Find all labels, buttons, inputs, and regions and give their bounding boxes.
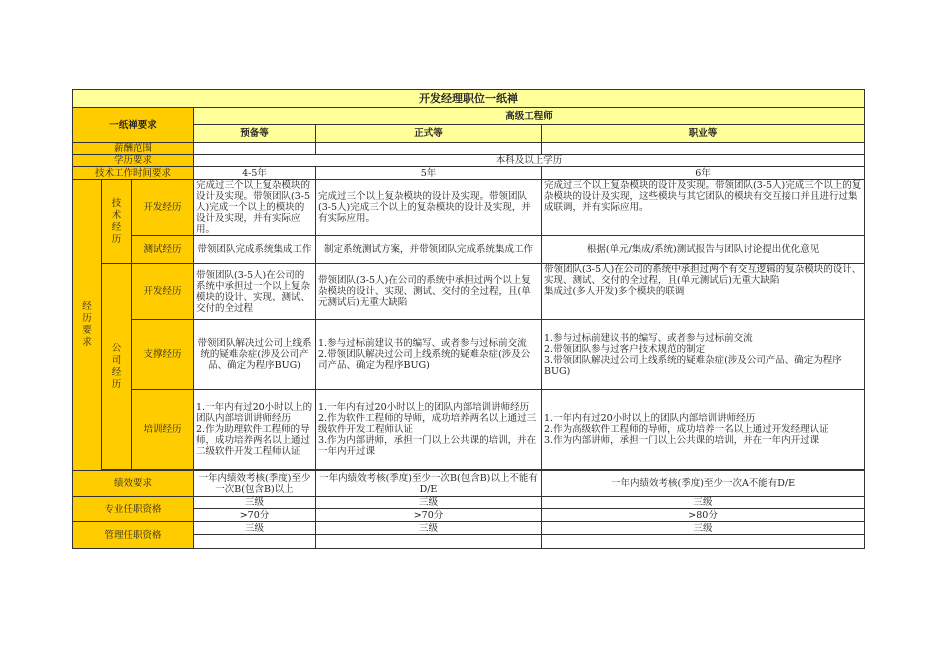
company-support-label: 支撑经历 xyxy=(132,320,194,390)
tech-test-prep: 带领团队完成系统集成工作 xyxy=(194,236,316,264)
experience-label xyxy=(73,180,102,471)
company-training-professional: 1.一年内有过20小时以上的团队内部培训讲师经历 2.作为高级软件工程师的导师，成功培养一名以上通过开发经理认证 3.作为内部讲师，承担一门以上公共课的培训，并在一年内开过课 xyxy=(542,390,865,470)
management-prep: 三级 xyxy=(194,522,316,535)
salary-professional xyxy=(542,143,865,155)
education-label: 学历要求 xyxy=(73,155,194,167)
management-label: 管理任职资格 xyxy=(73,522,194,549)
education-value: 本科及以上学历 xyxy=(194,155,865,167)
company-training-prep: 1.一年内有过20小时以上的团队内部培训讲师经历 2.作为助理软件工程师的导师，成功培养两名以上通过二级软件开发工程师认证 xyxy=(194,390,316,470)
tech-test-label: 测试经历 xyxy=(132,236,194,264)
management-professional: 三级 xyxy=(542,522,865,535)
tech-test-formal: 制定系统测试方案，并带领团队完成系统集成工作 xyxy=(316,236,542,264)
company-exp-label xyxy=(102,264,132,470)
salary-formal xyxy=(316,143,542,155)
tech-exp-label-text: 技术经历 xyxy=(111,197,122,245)
company-dev-prep: 带领团队(3-5人)在公司的系统中承担过一个以上复杂模块的设计、实现、测试、交付的全过程 xyxy=(194,264,316,320)
professional-score-formal: >70分 xyxy=(316,509,542,522)
tech-dev-label: 开发经历 xyxy=(132,180,194,236)
professional-prep: 三级 xyxy=(194,497,316,509)
experience-label-text: 经历要求 xyxy=(82,301,92,348)
management-formal: 三级 xyxy=(316,522,542,535)
work-time-prep: 4-5年 xyxy=(194,167,316,180)
performance-prep: 一年内绩效考核(季度)至少一次B(包含B)以上 xyxy=(194,471,316,497)
work-time-label: 技术工作时间要求 xyxy=(73,167,194,180)
company-exp-label-text: 公司经历 xyxy=(111,342,122,390)
tech-dev-formal: 完成过三个以上复杂模块的设计及实现。带领团队(3-5人)完成三个以上的复杂模块的设计及实现，并有实际应用。 xyxy=(316,180,542,236)
performance-professional: 一年内绩效考核(季度)至少一次A不能有D/E xyxy=(542,471,865,497)
performance-formal: 一年内绩效考核(季度)至少一次B(包含B)以上不能有D/E xyxy=(316,471,542,497)
level-label: 高级工程师 xyxy=(194,108,865,125)
company-dev-label: 开发经历 xyxy=(132,264,194,320)
company-support-prep: 带领团队解决过公司上线系统的疑难杂症(涉及公司产品、确定为程序BUG) xyxy=(194,320,316,390)
page-title: 开发经理职位一纸禅 xyxy=(73,90,865,108)
work-time-formal: 5年 xyxy=(316,167,542,180)
work-time-professional: 6年 xyxy=(542,167,865,180)
professional-formal: 三级 xyxy=(316,497,542,509)
tech-exp-label xyxy=(102,180,132,264)
grade-professional: 职业等 xyxy=(542,125,865,143)
tech-dev-professional: 完成过三个以上复杂模块的设计及实现。带领团队(3-5人)完成三个以上的复杂模块的设计及实现，这些模块与其它团队的模块有交互接口并且进行过集成联调，并有实际应用。 xyxy=(542,180,865,236)
salary-label: 薪酬范围 xyxy=(73,143,194,155)
req-label: 一纸禅要求 xyxy=(73,108,194,143)
management-extra-formal xyxy=(316,535,542,549)
company-training-label: 培训经历 xyxy=(132,390,194,470)
requirements-table xyxy=(72,89,865,549)
company-training-formal: 1.一年内有过20小时以上的团队内部培训讲师经历 2.作为软件工程师的导师，成功培养两名以上通过三级软件开发工程师认证 3.作为内部讲师，承担一门以上公共课的培训，并在一年内开过课 xyxy=(316,390,542,470)
company-dev-formal: 带领团队(3-5人)在公司的系统中承担过两个以上复杂模块的设计、实现、测试、交付的全过程，且(单元测试后)无重大缺陷 xyxy=(316,264,542,320)
tech-dev-prep: 完成过三个以上复杂模块的设计及实现。带领团队(3-5人)完成一个以上的模块的设计及实现，并有实际应用。 xyxy=(194,180,316,236)
company-support-formal: 1.参与过标前建议书的编写、或者参与过标前交流 2.带领团队解决过公司上线系统的疑难杂症(涉及公司产品、确定为程序BUG) xyxy=(316,320,542,390)
professional-score-professional: >80分 xyxy=(542,509,865,522)
grade-formal: 正式等 xyxy=(316,125,542,143)
management-extra-prep xyxy=(194,535,316,549)
salary-prep xyxy=(194,143,316,155)
company-support-professional: 1.参与过标前建议书的编写、或者参与过标前交流 2.带领团队参与过客户技术规范的制定 3.带领团队解决过公司上线系统的疑难杂症(涉及公司产品、确定为程序BUG) xyxy=(542,320,865,390)
management-extra-professional xyxy=(542,535,865,549)
company-dev-professional: 带领团队(3-5人)在公司的系统中承担过两个有交互逻辑的复杂模块的设计、实现、测试、交付的全过程，且(单元测试后)无重大缺陷 集成过(多人开发)多个模块的联调 xyxy=(542,264,865,320)
professional-professional: 三级 xyxy=(542,497,865,509)
performance-label: 绩效要求 xyxy=(73,471,194,497)
tech-test-professional: 根据(单元/集成/系统)测试报告与团队讨论提出优化意见 xyxy=(542,236,865,264)
professional-score-prep: >70分 xyxy=(194,509,316,522)
grade-prep: 预备等 xyxy=(194,125,316,143)
professional-label: 专业任职资格 xyxy=(73,497,194,522)
